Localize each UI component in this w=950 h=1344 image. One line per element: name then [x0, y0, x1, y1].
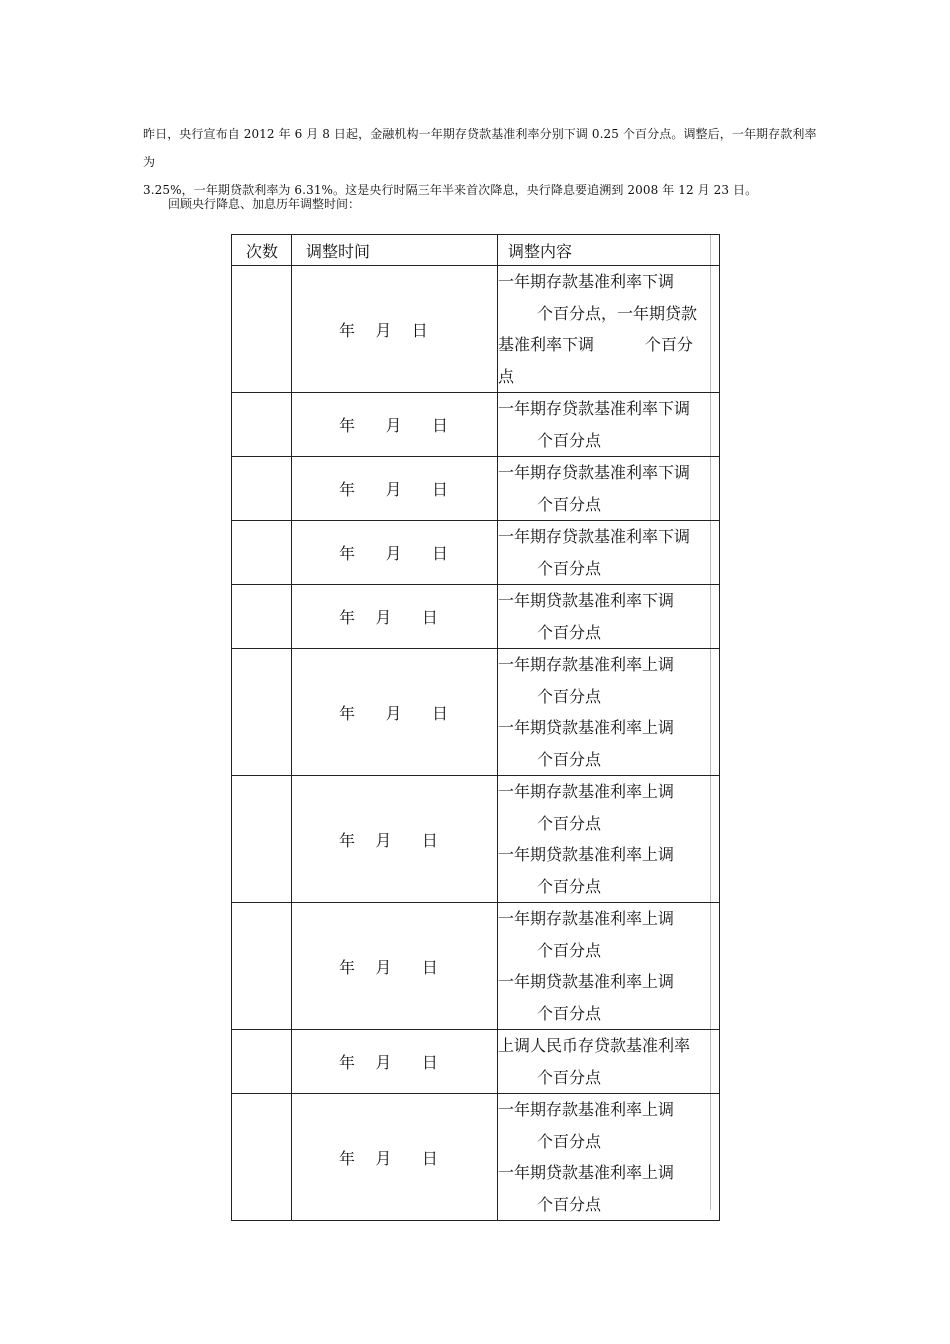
content-line: 一年期贷款基准利率下调: [498, 591, 675, 610]
content-line: 个百分点: [537, 430, 602, 450]
content-line: 基准利率下调 个百分: [498, 335, 693, 354]
header-content: 调整内容: [498, 235, 720, 266]
content-line: 一年期贷款基准利率上调: [498, 718, 675, 737]
date-cell: [292, 393, 498, 457]
content-line: 个百分点: [537, 622, 602, 642]
content-line: 一年期存款基准利率上调: [498, 655, 675, 674]
content-cell: [498, 649, 720, 776]
header-count: 次数: [232, 235, 292, 266]
count-cell: [232, 649, 292, 776]
content-cell: [498, 266, 720, 393]
content-line: 个百分点: [537, 1003, 602, 1023]
count-cell: [232, 903, 292, 1030]
date-cell: [292, 457, 498, 521]
content-line: 点: [498, 366, 515, 386]
intro-line-1: 昨日，央行宣布自 2012 年 6 月 8 日起，金融机构一年期存贷款基准利率分别下调 0.25 个百分点。调整后，一年期存款利率为: [143, 127, 817, 169]
content-line: 一年期存款基准利率下调: [498, 272, 675, 291]
table-row: [232, 903, 720, 1030]
count-cell: [232, 1094, 292, 1221]
content-line: 个百分点: [537, 876, 602, 896]
content-line: 一年期贷款基准利率上调: [498, 972, 675, 991]
date-cell: [292, 649, 498, 776]
recap-text: 回顾央行降息、加息历年调整时间：: [168, 197, 361, 211]
count-cell: [232, 457, 292, 521]
content-line: 个百分点: [537, 940, 602, 960]
date-cell: [292, 585, 498, 649]
intro-line-2: 3.25%，一年期贷款利率为 6.31%。这是央行时隔三年半来首次降息，央行降息要追溯到 2008 年 12 月 23 日。: [143, 183, 758, 197]
date-text: 年 月 日: [339, 957, 438, 977]
date-cell: [292, 903, 498, 1030]
table-row: [232, 1030, 720, 1094]
table-row: [232, 585, 720, 649]
content-line: 一年期存贷款基准利率下调: [498, 399, 691, 418]
content-cell: [498, 521, 720, 585]
content-line: 一年期贷款基准利率上调: [498, 845, 675, 864]
date-text: 年 月 日: [339, 1053, 438, 1072]
content-line: 一年期存款基准利率上调: [498, 1100, 675, 1119]
date-text: 年 月 日: [339, 703, 449, 723]
content-line: 个百分点: [537, 494, 602, 514]
content-line: 个百分点: [537, 813, 602, 833]
date-text: 年 月 日: [339, 608, 438, 627]
table-row: [232, 393, 720, 457]
content-line: 个百分点: [537, 1194, 602, 1214]
count-cell: [232, 266, 292, 393]
date-cell: [292, 1030, 498, 1094]
content-line: 个百分点: [537, 1067, 602, 1087]
table-header-row: [232, 235, 720, 266]
content-line: 一年期存款基准利率上调: [498, 909, 675, 928]
count-cell: [232, 776, 292, 903]
content-line: 一年期贷款基准利率上调: [498, 1163, 675, 1182]
date-cell: [292, 521, 498, 585]
date-cell: [292, 1094, 498, 1221]
content-cell: [498, 393, 720, 457]
content-cell: [498, 1030, 720, 1094]
table-row: [232, 649, 720, 776]
date-text: 年 月 日: [339, 320, 428, 340]
content-line: 一年期存贷款基准利率下调: [498, 463, 691, 482]
content-cell: [498, 1094, 720, 1221]
date-text: 年 月 日: [339, 416, 449, 435]
content-line: 个百分点: [537, 749, 602, 769]
table-row: [232, 457, 720, 521]
date-text: 年 月 日: [339, 480, 449, 499]
content-cell: [498, 903, 720, 1030]
count-cell: [232, 393, 292, 457]
content-cell: [498, 776, 720, 903]
date-cell: [292, 776, 498, 903]
table-row: [232, 776, 720, 903]
date-text: 年 月 日: [339, 830, 438, 850]
table-row: [232, 266, 720, 393]
content-cell: [498, 585, 720, 649]
content-line: 个百分点: [537, 1131, 602, 1151]
date-text: 年 月 日: [339, 544, 449, 563]
content-line: 个百分点: [537, 686, 602, 706]
table-row: [232, 521, 720, 585]
content-cell: [498, 457, 720, 521]
content-line: 一年期存贷款基准利率下调: [498, 527, 691, 546]
table-row: [232, 1094, 720, 1221]
count-cell: [232, 521, 292, 585]
content-line: 个百分点: [537, 558, 602, 578]
date-cell: [292, 266, 498, 393]
content-line: 上调人民币存贷款基准利率: [498, 1036, 691, 1055]
rate-adjustment-table: [231, 234, 720, 1221]
table-body: [232, 266, 720, 1221]
date-text: 年 月 日: [339, 1148, 438, 1168]
content-line: 个百分点，一年期贷款: [537, 303, 698, 323]
content-line: 一年期存款基准利率上调: [498, 782, 675, 801]
header-date: 调整时间: [292, 235, 498, 266]
count-cell: [232, 585, 292, 649]
count-cell: [232, 1030, 292, 1094]
